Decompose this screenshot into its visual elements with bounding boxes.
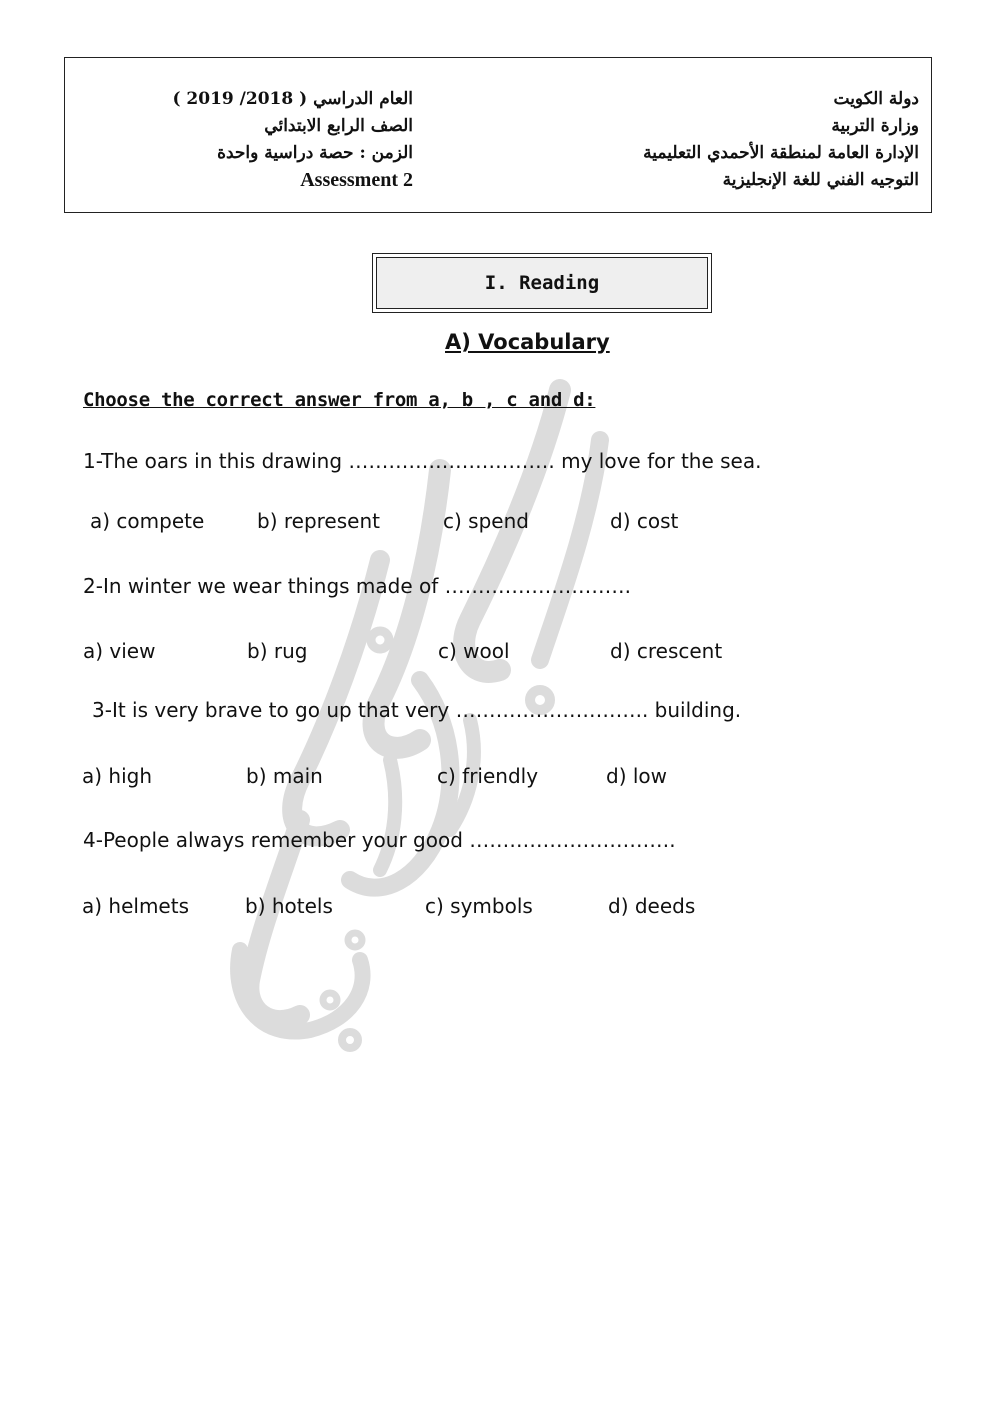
header-line-country: دولة الكويت — [833, 89, 919, 109]
q4-option-a: a) helmets — [82, 894, 190, 918]
q2-option-b: b) rug — [247, 639, 308, 663]
question-1: 1-The oars in this drawing …………………………. my love for the sea. — [83, 449, 762, 473]
q1-option-a: a) compete — [90, 509, 205, 533]
question-3: 3-It is very brave to go up that very ……………………….. building. — [92, 698, 742, 722]
q3-option-b: b) main — [246, 764, 323, 788]
q4-option-d: d) deeds — [608, 894, 696, 918]
question-4: 4-People always remember your good …………………………. — [83, 828, 676, 852]
q4-option-b: b) hotels — [245, 894, 333, 918]
question-2: 2-In winter we wear things made of ………………………. — [83, 574, 632, 598]
q2-option-a: a) view — [83, 639, 156, 663]
section-title: I. Reading — [376, 257, 708, 309]
q2-option-d: d) crescent — [610, 639, 723, 663]
q4-option-c: c) symbols — [425, 894, 533, 918]
subtitle: A) Vocabulary — [445, 330, 610, 354]
q1-option-d: d) cost — [610, 509, 679, 533]
section-title-box — [372, 253, 712, 313]
q2-option-c: c) wool — [438, 639, 510, 663]
instruction: Choose the correct answer from a, b , c and d: — [83, 389, 596, 411]
header-exam-info — [165, 86, 413, 194]
header-box — [64, 57, 932, 213]
header-line-directorate: الإدارة العامة لمنطقة الأحمدي التعليمية — [643, 143, 919, 163]
header-assessment: Assessment 2 — [300, 169, 413, 191]
q3-option-c: c) friendly — [437, 764, 539, 788]
q3-option-a: a) high — [82, 764, 153, 788]
header-line-supervision: التوجيه الفني للغة الإنجليزية — [722, 170, 919, 190]
header-ministry-info — [643, 86, 919, 194]
q3-option-d: d) low — [606, 764, 668, 788]
q1-option-b: b) represent — [257, 509, 380, 533]
header-time: الزمن : حصة دراسية واحدة — [217, 143, 413, 163]
header-school-year: العام الدراسي ( 2018/ 2019 ) — [172, 89, 413, 109]
q1-option-c: c) spend — [443, 509, 529, 533]
header-grade: الصف الرابع الابتدائي — [264, 116, 413, 136]
header-line-ministry: وزارة التربية — [831, 116, 919, 136]
